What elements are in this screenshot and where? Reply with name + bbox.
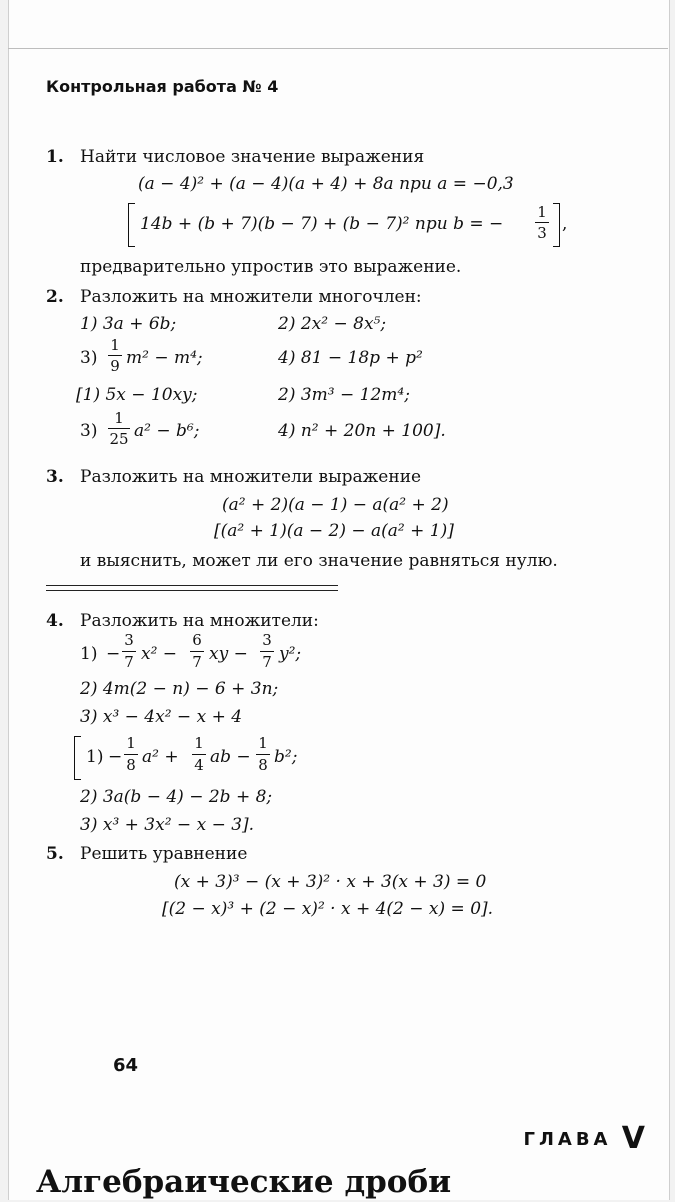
problem-4-item-4-frac3-den: 8	[258, 756, 268, 774]
problem-1-text2: предварительно упростив это выражение.	[80, 257, 462, 277]
problem-4-item-1-frac3-den: 7	[262, 653, 272, 671]
problem-2-number: 2.	[46, 287, 64, 307]
problem-5-number: 5.	[46, 844, 64, 864]
test-title: Контрольная работа № 4	[46, 77, 279, 96]
problem-4-item-1-frac1-bar	[122, 651, 136, 652]
problem-2-frac2-bar	[108, 428, 130, 429]
problem-4-item-1-frac2-den: 7	[192, 653, 202, 671]
problem-4-text: Разложить на множители:	[80, 611, 319, 631]
problem-4-item-4-frac3-num: 1	[258, 734, 268, 752]
problem-4-item-4-frac2-num: 1	[194, 734, 204, 752]
problem-4-item-4-label: 1)	[86, 747, 104, 767]
page-number: 64	[113, 1055, 139, 1076]
problem-4-number: 4.	[46, 611, 64, 631]
problem-4-item-4-frac2-den: 4	[194, 756, 204, 774]
problem-1-expr2: 14b + (b + 7)(b − 7) + (b − 7)² при b = −	[140, 214, 504, 234]
problem-2-item-2: 2) 2x² − 8x⁵;	[278, 314, 387, 334]
problem-4-item-6: 3) x³ + 3x² − x − 3].	[80, 815, 255, 835]
problem-4-item-5: 2) 3a(b − 4) − 2b + 8;	[80, 787, 273, 807]
problem-1-frac-den: 3	[537, 224, 547, 242]
problem-1-comma: ,	[562, 214, 568, 234]
separator-line-1	[46, 585, 338, 586]
chapter-heading	[523, 1121, 645, 1156]
problem-2-item-5: [1) 5x − 10xy;	[76, 385, 198, 405]
problem-4-item-2: 2) 4m(2 − n) − 6 + 3n;	[80, 679, 279, 699]
problem-4-item-4-part4: b²;	[274, 747, 298, 767]
problem-4-item-4-frac1-bar	[124, 754, 138, 755]
problem-2-frac2-num: 1	[114, 409, 124, 427]
problem-4-item-1-part2: x² −	[141, 644, 178, 664]
problem-4-item-4-part3: ab −	[210, 747, 251, 767]
problem-2-frac2-den: 25	[109, 430, 129, 448]
problem-2-item-6: 2) 3m³ − 12m⁴;	[278, 385, 410, 405]
problem-1-expr1: (a − 4)² + (a − 4)(a + 4) + 8a при a = −0,3	[138, 174, 514, 194]
problem-4-item-1-frac3-bar	[260, 651, 274, 652]
chapter-numeral: V	[621, 1121, 645, 1156]
problem-4-item-1-frac1-den: 7	[124, 653, 134, 671]
problem-2-item-8: 4) n² + 20n + 100].	[278, 421, 446, 441]
problem-2-item-4: 4) 81 − 18p + p²	[278, 348, 423, 368]
problem-2-text: Разложить на множители многочлен:	[80, 287, 422, 307]
problem-2-item-3-expr: m² − m⁴;	[126, 348, 203, 368]
problem-2-item-7-expr: a² − b⁶;	[134, 421, 200, 441]
problem-3-expr2: [(a² + 1)(a − 2) − a(a² + 1)]	[214, 521, 454, 541]
problem-4-item-4-part2: a² +	[142, 747, 179, 767]
problem-4-item-1-part4: y²;	[279, 644, 302, 664]
problem-2-item-3-label: 3)	[80, 348, 98, 368]
problem-4-item-4-minus: −	[108, 747, 123, 767]
problem-4-item-1-part3: xy −	[209, 644, 248, 664]
problem-3-text2: и выяснить, может ли его значение равняться нулю.	[80, 551, 558, 571]
problem-5-expr2: [(2 − x)³ + (2 − x)² · x + 4(2 − x) = 0].	[162, 899, 494, 919]
problem-2-item-1: 1) 3a + 6b;	[80, 314, 177, 334]
problem-3-expr1: (a² + 2)(a − 1) − a(a² + 2)	[222, 495, 449, 515]
problem-5-text: Решить уравнение	[80, 844, 248, 864]
problem-4-item-4-frac2-bar	[192, 754, 206, 755]
problem-4-item-4-frac3-bar	[256, 754, 270, 755]
problem-1-frac-num: 1	[537, 203, 547, 221]
problem-4-item-1-minus: −	[106, 644, 121, 664]
problem-4-left-bracket	[74, 736, 81, 780]
problem-3-text: Разложить на множители выражение	[80, 467, 422, 487]
problem-4-item-1-frac1-num: 3	[124, 631, 134, 649]
page-top-line	[8, 48, 668, 49]
problem-4-item-1-frac2-bar	[190, 651, 204, 652]
problem-1-left-bracket	[128, 203, 135, 247]
problem-1-frac-bar	[535, 222, 549, 223]
problem-3-number: 3.	[46, 467, 64, 487]
problem-2-frac1-bar	[108, 355, 122, 356]
problem-1-number: 1.	[46, 147, 64, 167]
problem-2-item-7-label: 3)	[80, 421, 98, 441]
problem-4-item-3: 3) x³ − 4x² − x + 4	[80, 707, 243, 727]
problem-4-item-1-label: 1)	[80, 644, 98, 664]
problem-4-item-1-frac3-num: 3	[262, 631, 272, 649]
problem-5-expr1: (x + 3)³ − (x + 3)² · x + 3(x + 3) = 0	[174, 872, 487, 892]
problem-2-frac1-den: 9	[110, 357, 120, 375]
problem-1-right-bracket	[553, 203, 560, 247]
chapter-label: ГЛАВА	[523, 1129, 612, 1150]
problem-4-item-1-frac2-num: 6	[192, 631, 202, 649]
problem-1-text: Найти числовое значение выражения	[80, 147, 425, 167]
separator-line-2	[46, 590, 338, 591]
problem-2-frac1-num: 1	[110, 336, 120, 354]
chapter-title: Алгебраические дроби	[36, 1164, 452, 1200]
problem-4-item-4-frac1-num: 1	[126, 734, 136, 752]
problem-4-item-4-frac1-den: 8	[126, 756, 136, 774]
